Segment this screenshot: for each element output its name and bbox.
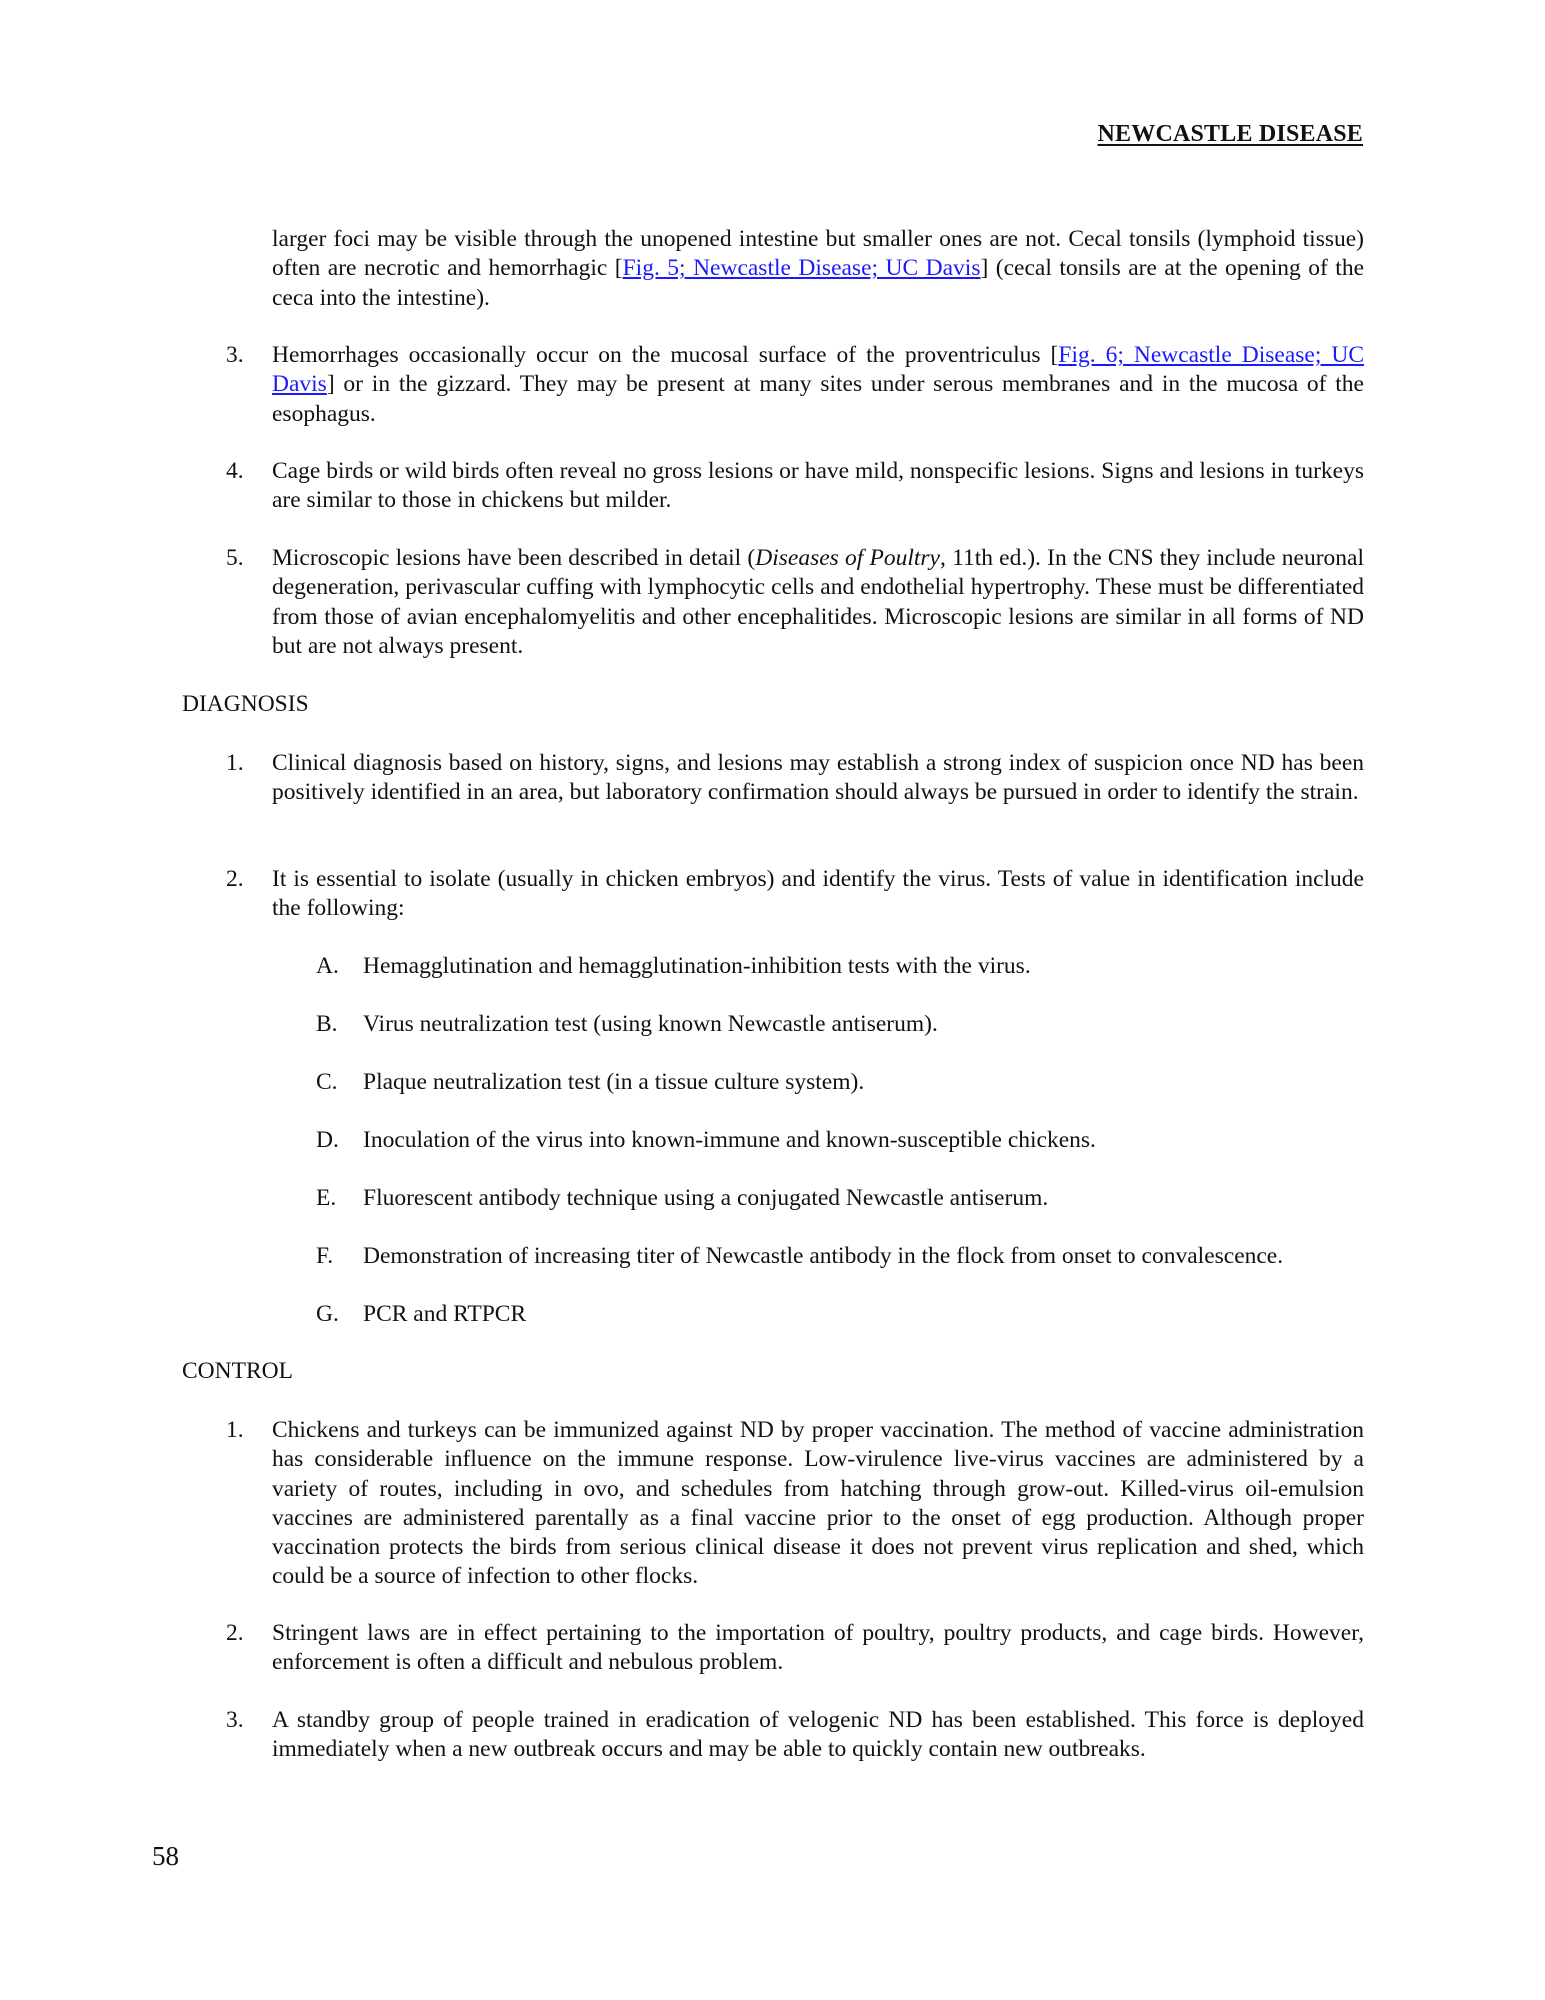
list-number: 2. [226, 1620, 244, 1646]
test-text: Demonstration of increasing titer of Newcastle antibody in the flock from onset to convalescence. [363, 1243, 1284, 1269]
list-item-text: Stringent laws are in effect pertaining to the importation of poultry, poultry products, and cage birds. However, enforcement is often a difficult and nebulous problem. [272, 1620, 1364, 1676]
section-heading-diagnosis: DIAGNOSIS [182, 691, 309, 717]
list-item-text: A standby group of people trained in eradication of velogenic ND has been established. This force is deployed immediately when a new outbreak occurs and may be able to quickly contain new outbreaks. [272, 1707, 1364, 1763]
list-number: 1. [226, 750, 244, 776]
section-heading-control: CONTROL [182, 1358, 293, 1384]
list-item-text: Chickens and turkeys can be immunized against ND by proper vaccination. The method of vaccine administration has considerable influence on the immune response. Low-virulence live-virus vaccines are administered by a variety of routes, including in ovo, and schedules from hatching through grow-out. Killed-virus oil-emulsion vaccines are administered parentally as a final vaccine prior to the onset of egg production. Although proper vaccination protects the birds from serious clinical disease it does not prevent virus replication and shed, which could be a source of infection to other flocks. [272, 1417, 1364, 1590]
list-item-text-b: , 11th ed.). In the CNS they include neuronal degeneration, perivascular cuffing with lymphocytic cells and endothelial hypertrophy. These must be differentiated from those of avian encephalomyelitis and other encephalitides. Microscopic lesions are similar in all forms of ND but are not always present. [272, 545, 1364, 659]
list-item-text: Clinical diagnosis based on history, signs, and lesions may establish a strong index of suspicion once ND has been positively identified in an area, but laboratory confirmation should always be pursued in order to identify the strain. [272, 750, 1364, 806]
page-number: 58 [152, 1841, 179, 1871]
continuation-text-a: larger foci may be visible through the unopened intestine but smaller ones are not. Cecal tonsils (lymphoid tissue) often are necrotic and hemorrhagic [ [272, 226, 1364, 282]
book-title: Diseases of Poultry [755, 545, 940, 571]
test-text: PCR and RTPCR [363, 1301, 527, 1327]
list-number: 3. [226, 1707, 244, 1733]
list-letter: F. [316, 1243, 334, 1269]
continuation-paragraph [272, 225, 1364, 313]
list-letter: E. [316, 1185, 337, 1211]
test-text: Inoculation of the virus into known-immune and known-susceptible chickens. [363, 1127, 1096, 1153]
fig6-link[interactable]: Fig. 6; Newcastle Disease; UC Davis [272, 342, 1364, 398]
list-number: 5. [226, 545, 244, 571]
test-text: Hemagglutination and hemagglutination-inhibition tests with the virus. [363, 953, 1031, 979]
list-letter: G. [316, 1301, 339, 1327]
list-number: 3. [226, 342, 244, 368]
list-number: 1. [226, 1417, 244, 1443]
continuation-text-b: ] (cecal tonsils are at the opening of the ceca into the intestine). [272, 255, 1365, 311]
list-item-text: Cage birds or wild birds often reveal no gross lesions or have mild, nonspecific lesions. Signs and lesions in turkeys are similar to those in chickens but milder. [272, 458, 1364, 514]
list-item-text-a: Microscopic lesions have been described in detail ( [272, 545, 756, 571]
list-item-text-b: ] or in the gizzard. They may be present at many sites under serous membranes and in the mucosa of the esophagus. [272, 371, 1364, 427]
list-item-text: It is essential to isolate (usually in chicken embryos) and identify the virus. Tests of value in identification include the following: [272, 866, 1364, 922]
list-item-text-a: Hemorrhages occasionally occur on the mucosal surface of the proventriculus [ [272, 342, 1059, 368]
list-number: 4. [226, 458, 244, 484]
list-letter: B. [316, 1011, 338, 1037]
list-item-text [272, 341, 1364, 429]
fig5-link[interactable]: Fig. 5; Newcastle Disease; UC Davis [622, 255, 981, 282]
test-text: Plaque neutralization test (in a tissue culture system). [363, 1069, 865, 1095]
list-letter: D. [316, 1127, 339, 1153]
list-letter: C. [316, 1069, 338, 1095]
list-letter: A. [316, 953, 339, 979]
test-text: Fluorescent antibody technique using a conjugated Newcastle antiserum. [363, 1185, 1049, 1211]
list-number: 2. [226, 866, 244, 892]
running-header-title: NEWCASTLE DISEASE [1097, 121, 1363, 147]
test-text: Virus neutralization test (using known Newcastle antiserum). [363, 1011, 938, 1037]
list-item-text [272, 544, 1364, 661]
